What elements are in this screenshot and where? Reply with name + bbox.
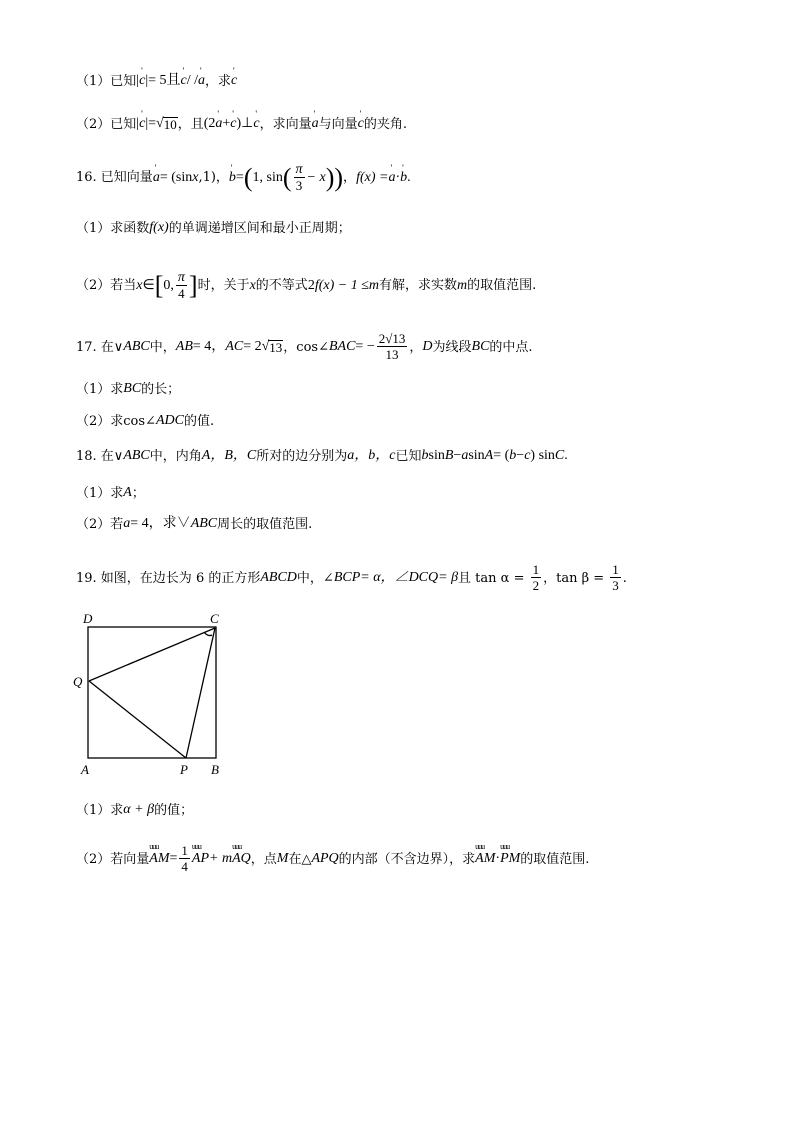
text: . bbox=[407, 169, 411, 185]
side-a: a bbox=[461, 448, 469, 463]
text: （1）求 bbox=[76, 485, 124, 501]
q19-part2 bbox=[76, 844, 589, 875]
text: （1）求 bbox=[76, 802, 124, 818]
triangle-name: ABC bbox=[190, 516, 218, 531]
denominator: 2 bbox=[532, 578, 540, 594]
text: （2）若当 bbox=[76, 278, 137, 294]
angle-B: B bbox=[444, 448, 454, 463]
abs-bar: | bbox=[136, 116, 140, 131]
q16-part2 bbox=[76, 270, 536, 302]
text: 的不等式 bbox=[255, 278, 308, 294]
text: ，且 bbox=[177, 116, 204, 132]
text: ，cos∠ bbox=[283, 339, 329, 355]
text: 1, sin bbox=[252, 169, 283, 185]
q18-part2 bbox=[76, 517, 312, 531]
text: 且 tan α = bbox=[458, 570, 529, 586]
text: |= bbox=[145, 116, 157, 131]
text: = − bbox=[355, 339, 375, 355]
text: 的取值范围. bbox=[467, 278, 537, 294]
angle-C: C bbox=[554, 448, 565, 463]
text: 的值. bbox=[183, 413, 215, 429]
vector-AM: uuu AM bbox=[149, 852, 169, 866]
text: = 4， bbox=[192, 339, 226, 355]
sqrt-radicand: 10 bbox=[163, 117, 177, 132]
q17-stem bbox=[76, 332, 533, 363]
side-a: a bbox=[123, 516, 131, 531]
text: ，tan β = bbox=[543, 570, 609, 586]
side-c: c bbox=[524, 448, 531, 463]
text: （2）若 bbox=[76, 516, 124, 532]
segment-QC bbox=[89, 628, 215, 681]
text: ，求 bbox=[205, 73, 232, 89]
denominator: 3 bbox=[295, 178, 303, 194]
label-B: B bbox=[211, 762, 219, 777]
function-f: f bbox=[356, 169, 360, 185]
fraction-tan-alpha bbox=[531, 563, 542, 594]
side-b: b bbox=[421, 448, 429, 463]
text: = 4，求∨ bbox=[130, 516, 191, 531]
sides-abc: a，b，c bbox=[347, 448, 396, 463]
vector-PM: uuu PM bbox=[500, 852, 520, 866]
label-D: D bbox=[83, 611, 93, 626]
segment-AC: AC bbox=[225, 339, 244, 355]
q17-part1 bbox=[76, 382, 180, 396]
text: = bbox=[235, 169, 244, 185]
paren-left: ( bbox=[243, 163, 253, 193]
vector-c: ' c bbox=[230, 117, 236, 131]
segment-BC: BC bbox=[471, 339, 490, 355]
function-f: f bbox=[149, 220, 154, 235]
text: 与向量 bbox=[318, 116, 358, 132]
angle-BAC: BAC bbox=[328, 339, 356, 355]
fraction-cos-value bbox=[377, 332, 408, 363]
paren-right: ) bbox=[325, 163, 335, 193]
text: 有解，求实数 bbox=[379, 278, 458, 294]
text: 的值； bbox=[154, 802, 194, 818]
side-b: b bbox=[509, 448, 517, 463]
angle-mark bbox=[204, 632, 212, 636]
vector-a: ' a bbox=[153, 171, 160, 185]
vector-a: ' a bbox=[312, 117, 319, 131]
text: ， bbox=[343, 170, 357, 186]
numerator: 1 bbox=[181, 843, 188, 858]
abs-bar: | bbox=[136, 73, 140, 88]
q18-stem bbox=[76, 449, 568, 463]
element-of: ∈ bbox=[142, 277, 155, 293]
denominator: 3 bbox=[612, 578, 619, 594]
text: 17. 在∨ bbox=[76, 339, 124, 355]
triangle-APQ: APQ bbox=[311, 851, 339, 867]
text: = bbox=[169, 851, 178, 867]
text: 2 bbox=[307, 277, 315, 293]
numerator: 1 bbox=[612, 562, 619, 577]
bracket-right: ] bbox=[188, 271, 198, 301]
numerator: π bbox=[295, 162, 303, 177]
text: （1）已知 bbox=[76, 73, 137, 89]
text: 中， bbox=[149, 339, 176, 355]
text: 的中点. bbox=[489, 339, 533, 355]
variable-x: x bbox=[136, 277, 143, 293]
vector-AP: uuu AP bbox=[192, 852, 209, 866]
q15-part2 bbox=[76, 117, 407, 131]
text: 的单调递增区间和最小正周期； bbox=[168, 220, 351, 236]
paren-left: ( bbox=[282, 163, 292, 193]
denominator: 13 bbox=[385, 347, 399, 363]
text: 为线段 bbox=[432, 339, 472, 355]
text: 16. 已知向量 bbox=[76, 170, 153, 186]
fraction-one-quarter bbox=[179, 844, 190, 875]
q19-part1 bbox=[76, 803, 193, 817]
angle-ADC: ADC bbox=[155, 413, 184, 428]
text: )⊥ bbox=[236, 116, 254, 131]
text: ， bbox=[409, 339, 423, 355]
text: （1）求 bbox=[76, 381, 124, 397]
sqrt-sign: √ bbox=[156, 116, 164, 131]
text: sin bbox=[468, 448, 485, 463]
text: + m bbox=[209, 851, 233, 867]
vector-b: ' b bbox=[400, 171, 407, 185]
variable-m: m bbox=[457, 277, 468, 293]
segment-AB: AB bbox=[175, 339, 193, 355]
fraction-tan-beta bbox=[610, 563, 621, 594]
text: (2 bbox=[203, 116, 216, 131]
text: = (sin bbox=[159, 169, 193, 185]
text: = ( bbox=[493, 448, 510, 463]
triangle-name: ABC bbox=[123, 448, 150, 463]
text: 中，内角 bbox=[149, 448, 202, 464]
numerator: 1 bbox=[532, 562, 540, 577]
text: . bbox=[622, 570, 627, 586]
q19-stem bbox=[76, 563, 627, 594]
vector-c: ' c bbox=[358, 117, 364, 131]
angles-ABC: A，B，C bbox=[201, 448, 257, 463]
text: 的夹角. bbox=[363, 116, 407, 132]
vector-c: ' c bbox=[181, 74, 187, 88]
text: 中，∠ bbox=[296, 570, 334, 586]
vector-AM: uuu AM bbox=[475, 852, 495, 866]
numerator: π bbox=[177, 270, 185, 285]
variable-m: m bbox=[368, 277, 379, 293]
text: 时，关于 bbox=[197, 278, 250, 294]
dot-operator: · bbox=[395, 169, 401, 185]
segment-PC bbox=[186, 628, 215, 758]
text: （2）求cos∠ bbox=[76, 413, 156, 429]
segment-BC: BC bbox=[123, 381, 142, 396]
q18-part1 bbox=[76, 486, 145, 500]
vector-a: ' a bbox=[215, 117, 222, 131]
q16-stem bbox=[76, 162, 411, 194]
text: 所对的边分别为 bbox=[256, 448, 348, 464]
label-Q: Q bbox=[73, 674, 83, 689]
sqrt-radicand: 13 bbox=[269, 340, 283, 356]
text: （1）求函数 bbox=[76, 220, 150, 236]
label-A: A bbox=[81, 762, 89, 777]
denominator: 4 bbox=[178, 286, 185, 302]
sqrt-sign: √ bbox=[261, 339, 270, 355]
text: . bbox=[564, 448, 568, 463]
alpha-plus-beta: α + β bbox=[123, 802, 155, 817]
text: (x) − 1 ≤ bbox=[318, 277, 369, 293]
vector-c: ' c bbox=[139, 117, 145, 131]
function-f: f bbox=[314, 277, 319, 293]
numerator: 2√13 bbox=[378, 331, 406, 346]
vector-a: ' a bbox=[388, 171, 395, 185]
text: (x) = bbox=[359, 169, 389, 185]
parallel-symbol: / / bbox=[186, 73, 199, 88]
label-C: C bbox=[210, 611, 219, 626]
angle-BCP: BCP bbox=[333, 570, 361, 586]
triangle-name: ABC bbox=[123, 339, 150, 355]
point-D: D bbox=[422, 339, 433, 355]
text: 的长； bbox=[141, 381, 181, 397]
text: sin bbox=[428, 448, 445, 463]
variable-x: x bbox=[192, 169, 199, 185]
vector-c: ' c bbox=[139, 74, 145, 88]
bracket-left: [ bbox=[154, 271, 164, 301]
vector-AQ: uuu AQ bbox=[232, 852, 251, 866]
q17-part2 bbox=[76, 414, 214, 428]
variable-x: x bbox=[249, 277, 256, 293]
denominator: 4 bbox=[181, 859, 188, 875]
vector-c: ' c bbox=[231, 74, 237, 88]
text: = β bbox=[438, 570, 459, 586]
square-figure bbox=[72, 608, 232, 778]
text: = α，∠ bbox=[360, 570, 409, 586]
dot-operator: · bbox=[495, 851, 501, 867]
fraction-pi-4 bbox=[176, 270, 187, 302]
text: 19. 如图，在边长为 6 的正方形 bbox=[76, 570, 261, 586]
text: （2）已知 bbox=[76, 116, 137, 132]
text: + bbox=[222, 116, 231, 131]
q16-part1 bbox=[76, 221, 351, 235]
text: 在△ bbox=[288, 851, 312, 867]
angle-A: A bbox=[123, 485, 132, 500]
text: − bbox=[453, 448, 462, 463]
text: 的内部（不含边界），求 bbox=[338, 851, 476, 867]
text: ，点 bbox=[250, 851, 277, 867]
text: 0, bbox=[163, 277, 174, 293]
vector-c: ' c bbox=[253, 117, 259, 131]
text: 18. 在∨ bbox=[76, 448, 124, 464]
text: ，求向量 bbox=[259, 116, 312, 132]
text: − bbox=[516, 448, 525, 463]
text: 的取值范围. bbox=[520, 851, 590, 867]
angle-A: A bbox=[484, 448, 494, 463]
paren-right: ) bbox=[334, 163, 344, 193]
angle-DCQ: DCQ bbox=[408, 570, 439, 586]
text: （2）若向量 bbox=[76, 851, 150, 867]
text: 已知 bbox=[395, 448, 422, 464]
text: ,1)， bbox=[198, 170, 229, 186]
segment-QP bbox=[89, 681, 186, 758]
point-M: M bbox=[276, 851, 289, 867]
text: ) sin bbox=[530, 448, 555, 463]
text: |= 5且 bbox=[145, 73, 181, 88]
square-name: ABCD bbox=[260, 570, 297, 586]
text: ； bbox=[131, 485, 145, 501]
text: = 2 bbox=[243, 339, 262, 355]
vector-b: ' b bbox=[229, 171, 236, 185]
q15-part1 bbox=[76, 74, 237, 88]
text: − x bbox=[306, 169, 326, 185]
text: 周长的取值范围. bbox=[217, 516, 313, 532]
label-P: P bbox=[180, 762, 188, 777]
vector-a: ' a bbox=[198, 74, 205, 88]
text: (x) bbox=[153, 220, 169, 235]
fraction-pi-3 bbox=[294, 162, 305, 194]
square-ABCD bbox=[88, 627, 216, 758]
